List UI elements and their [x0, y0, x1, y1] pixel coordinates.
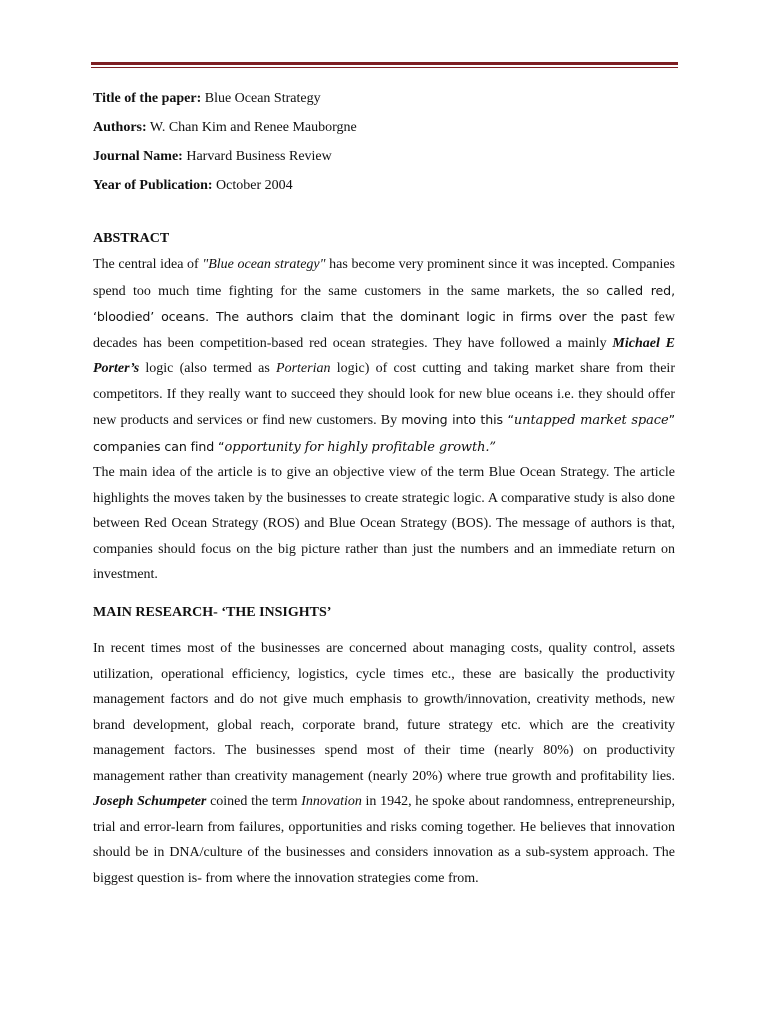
abstract-text-e: few decades has been competition-based red ocean strategies. They have followed a mainly: [93, 310, 675, 351]
title-label: Title of the paper:: [93, 91, 202, 106]
abstract-paragraph-1: [93, 252, 675, 460]
abstract-heading: ABSTRACT: [93, 230, 170, 246]
abstract-text-f: Michael E Porter’s: [93, 335, 676, 376]
title-value: Blue Ocean Strategy: [201, 91, 321, 106]
abstract-text-l: ” companies can find “: [93, 412, 675, 454]
research-text-a: In recent times most of the businesses are concerned about managing costs, quality control, assets utilization, operational efficiency, logistics, cycle times etc., these are basically the productivity management factors and do not give much emphasis to growth/innovation, creativity methods, new brand development, global reach, corporate brand, future strategy etc. which are the creativity management factors. The businesses spend most of their time (nearly 80%) on productivity management rather than creativity management (nearly 20%) where true growth and profitability lies.: [93, 641, 675, 784]
abstract-text-c: has become very prominent since it was incepted. Companies spend too much time fighting for the same customers in the same markets, the so: [93, 257, 675, 299]
research-text-c: coined the term: [206, 794, 302, 809]
abstract-text-b: "Blue ocean strategy": [202, 257, 326, 272]
paper-metadata: [93, 86, 675, 199]
title-line: [93, 86, 675, 112]
abstract-text-h: Porterian: [276, 361, 331, 376]
abstract-text-i: logic) of cost cutting and taking market share from their competitors. If they really want to succeed they should look for new blue oceans i.e. they should offer new products and services or find new customers. By: [93, 361, 675, 428]
authors-label: Authors:: [93, 120, 147, 135]
year-line: [93, 173, 675, 199]
abstract-text-j: moving into this “: [401, 412, 514, 427]
research-text-d: Innovation: [301, 794, 362, 809]
authors-line: [93, 115, 675, 141]
abstract-text-k: untapped market space: [513, 413, 669, 428]
research-heading: MAIN RESEARCH- ‘THE INSIGHTS’: [93, 604, 332, 620]
research-text-b: Joseph Schumpeter: [93, 794, 207, 809]
year-value: October 2004: [212, 178, 293, 193]
research-text-e: in 1942, he spoke about randomness, entrepreneurship, trial and error-learn from failures, opportunities and risks coming together. He believes that innovation should be in DNA/culture of the businesses and considers innovation as a sub-system approach. The biggest question is- from where the innovation strategies come from.: [93, 794, 675, 886]
journal-label: Journal Name:: [93, 149, 183, 164]
document-body: [93, 86, 675, 891]
abstract-text-d: called red, ‘bloodied’ oceans. The authors claim that the dominant logic in firms over the past: [93, 282, 675, 324]
header-rule-thick: [91, 62, 678, 65]
abstract-text-m: opportunity for highly profitable growth.”: [224, 439, 496, 455]
abstract-text-g: logic (also termed as: [139, 361, 277, 376]
abstract-text-a: The central idea of: [93, 257, 203, 272]
research-paragraph-1: [93, 636, 675, 891]
authors-value: W. Chan Kim and Renee Mauborgne: [146, 120, 357, 135]
header-rule-thin: [91, 67, 678, 68]
journal-line: [93, 144, 675, 170]
year-label: Year of Publication:: [93, 178, 213, 193]
journal-value: Harvard Business Review: [182, 149, 332, 164]
abstract-paragraph-2: The main idea of the article is to give an objective view of the term Blue Ocean Strategy. The article highlights the moves taken by the businesses to create strategic logic. A comparative study is also done between Red Ocean Strategy (ROS) and Blue Ocean Strategy (BOS). The message of authors is that, companies should focus on the big picture rather than just the numbers and an immediate return on investment.: [93, 465, 675, 582]
